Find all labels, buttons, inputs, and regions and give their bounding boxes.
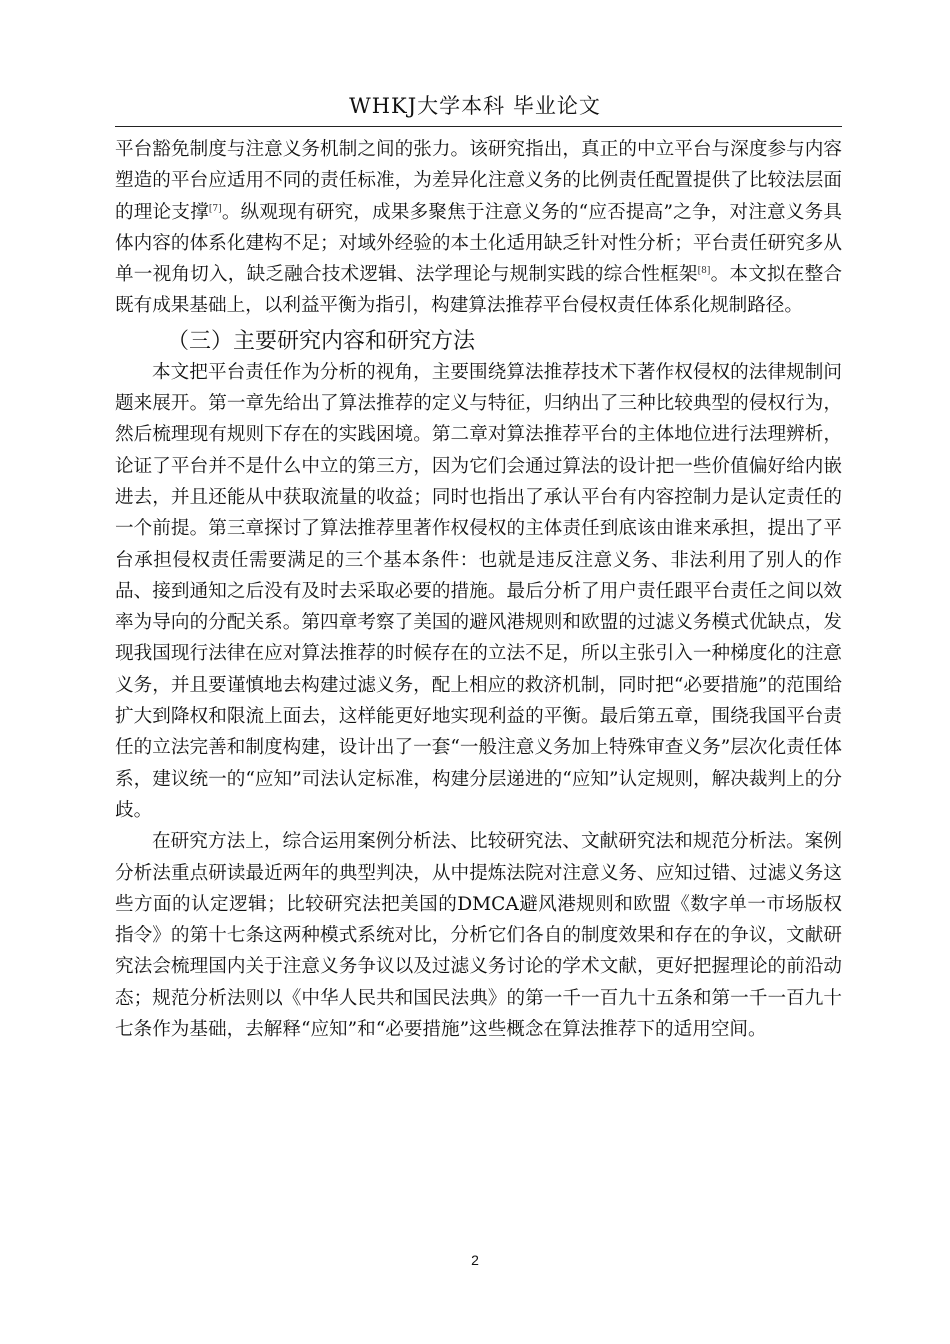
header-divider	[115, 126, 842, 127]
citation-marker: [7]	[208, 203, 222, 214]
paragraph-research-content: 本文把平台责任作为分析的视角，主要围绕算法推荐技术下著作权侵权的法律规制问题来展开。第一章先给出了算法推荐的定义与特征，归纳出了三种比较典型的侵权行为，然后梳理现有规则下存在的实践困境。第二章对算法推荐平台的主体地位进行法理辨析，论证了平台并不是什么中立的第三方，因为它们会通过算法的设计把一些价值偏好给内嵌进去，并且还能从中获取流量的收益；同时也指出了承认平台有内容控制力是认定责任的一个前提。第三章探讨了算法推荐里著作权侵权的主体责任到底该由谁来承担，提出了平台承担侵权责任需要满足的三个基本条件：也就是违反注意义务、非法利用了别人的作品、接到通知之后没有及时去采取必要的措施。最后分析了用户责任跟平台责任之间以效率为导向的分配关系。第四章考察了美国的避风港规则和欧盟的过滤义务模式优缺点，发现我国现行法律在应对算法推荐的时候存在的立法不足，所以主张引入一种梯度化的注意义务，并且要谨慎地去构建过滤义务，配上相应的救济机制，同时把“必要措施”的范围给扩大到降权和限流上面去，这样能更好地实现利益的平衡。最后第五章，围绕我国平台责任的立法完善和制度构建，设计出了一套“一般注意义务加上特殊审查义务”层次化责任体系，建议统一的“应知”司法认定标准，构建分层递进的“应知”认定规则，解决裁判上的分歧。	[115, 361, 842, 821]
paragraph-literature-review	[115, 134, 842, 322]
citation-marker: [8]	[697, 266, 711, 276]
section-heading: （三）主要研究内容和研究方法	[167, 328, 476, 354]
document-header: WHKJ大学本科 毕业论文	[349, 94, 601, 118]
paragraph-research-methods: 在研究方法上，综合运用案例分析法、比较研究法、文献研究法和规范分析法。案例分析法重点研读最近两年的典型判决，从中提炼法院对注意义务、应知过错、过滤义务这些方面的认定逻辑；比较研究法把美国的DMCA避风港规则和欧盟《数字单一市场版权指令》的第十七条这两种模式系统对比，分析它们各自的制度效果和存在的争议，文献研究法会梳理国内关于注意义务争议以及过滤义务讨论的学术文献，更好把握理论的前沿动态；规范分析法则以《中华人民共和国民法典》的第一千一百九十五条和第一千一百九十七条作为基础，去解释“应知”和“必要措施”这些概念在算法推荐下的适用空间。	[115, 831, 842, 1041]
paragraph-text: 。纵观现有研究，成果多聚焦于注意义务的“应否提高”之争，对注意义务具体内容的体系化建构不足；对域外经验的本土化适用缺乏针对性分析；平台责任研究多从单一视角切入，缺乏融合技术逻辑、法学理论与规制实践的综合性框架	[115, 201, 842, 286]
page-number: 2	[471, 1252, 479, 1268]
paragraph-text: 。本文拟在整合既有成果基础上，以利益平衡为指引，构建算法推荐平台侵权责任体系化规制路径。	[115, 264, 842, 317]
paragraph-text: 平台豁免制度与注意义务机制之间的张力。该研究指出，真正的中立平台与深度参与内容塑造的平台应适用不同的责任标准，为差异化注意义务的比例责任配置提供了比较法层面的理论支撑	[115, 139, 842, 223]
document-body	[115, 134, 842, 1045]
